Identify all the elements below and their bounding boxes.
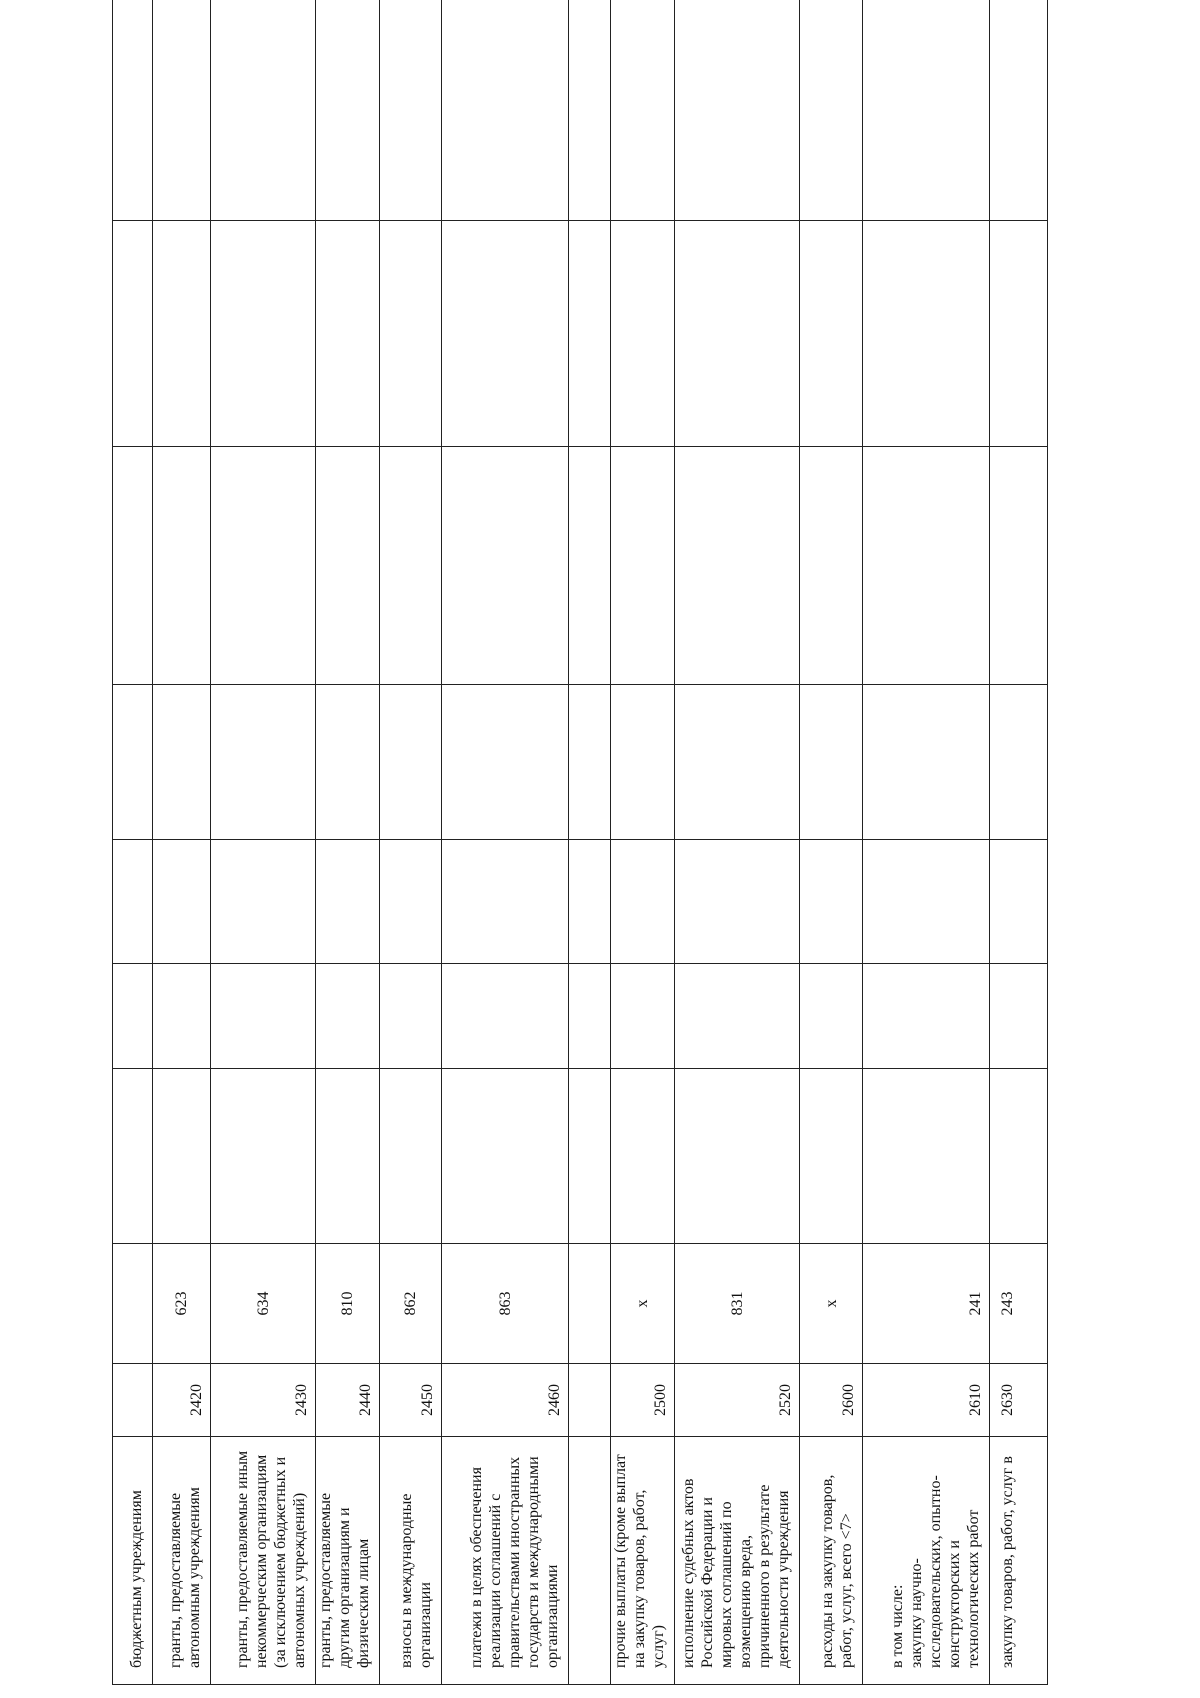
- table-row: [569, 0, 611, 1685]
- table-body: [113, 0, 1048, 1685]
- value-cell: [113, 447, 153, 685]
- row-name-cell: [675, 1437, 800, 1685]
- row-code-cell: [569, 1364, 611, 1437]
- value-cell: [569, 840, 611, 964]
- row-kosgu-cell: [863, 1244, 990, 1364]
- value-cell: [800, 0, 863, 221]
- value-cell: [442, 964, 569, 1069]
- value-cell: [153, 964, 211, 1069]
- value-cell: [569, 0, 611, 221]
- value-cell: [380, 840, 442, 964]
- value-cell: [611, 0, 675, 221]
- value-cell: [800, 685, 863, 840]
- value-cell: [153, 221, 211, 447]
- value-cell: [611, 840, 675, 964]
- value-cell: [316, 964, 380, 1069]
- value-cell: [153, 685, 211, 840]
- row-code: 2630: [999, 1384, 1016, 1416]
- value-cell: [569, 447, 611, 685]
- row-name: платежи в целях обеспечения реализации соглашений с правительствами иностранных государств и международными организациями: [468, 1456, 561, 1668]
- row-name: расходы на закупку товаров, работ, услуг, всего <7>: [819, 1474, 855, 1668]
- row-kosgu-cell: [675, 1244, 800, 1364]
- row-kosgu: 634: [254, 1291, 272, 1316]
- value-cell: [442, 0, 569, 221]
- value-cell: [380, 1069, 442, 1244]
- row-kosgu: 863: [496, 1291, 514, 1316]
- row-name-cell: [990, 1437, 1048, 1685]
- row-code: 2600: [840, 1384, 857, 1416]
- value-cell: [569, 221, 611, 447]
- value-cell: [569, 1069, 611, 1244]
- value-cell: [800, 964, 863, 1069]
- row-code-cell: [153, 1364, 211, 1437]
- value-cell: [863, 840, 990, 964]
- row-kosgu-cell: [153, 1244, 211, 1364]
- table-row: [113, 0, 153, 1685]
- row-name: гранты, предоставляемые автономным учреждениям: [167, 1487, 203, 1668]
- value-cell: [113, 964, 153, 1069]
- value-cell: [442, 840, 569, 964]
- row-name-cell: [442, 1437, 569, 1685]
- value-cell: [442, 221, 569, 447]
- value-cell: [380, 447, 442, 685]
- table-row: [211, 0, 316, 1685]
- row-kosgu-cell: [800, 1244, 863, 1364]
- row-name: прочие выплаты (кроме выплат на закупку товаров, работ, услуг): [612, 1454, 667, 1668]
- table-row: [442, 0, 569, 1685]
- row-name: гранты, предоставляемые другим организациям и физическим лицам: [317, 1492, 372, 1668]
- row-code: 2450: [419, 1384, 436, 1416]
- row-code: 2440: [357, 1384, 374, 1416]
- value-cell: [990, 221, 1048, 447]
- value-cell: [153, 1069, 211, 1244]
- value-cell: [316, 840, 380, 964]
- value-cell: [380, 221, 442, 447]
- table-row: [990, 0, 1048, 1685]
- value-cell: [153, 840, 211, 964]
- row-kosgu: 623: [173, 1291, 190, 1316]
- row-kosgu-cell: [611, 1244, 675, 1364]
- value-cell: [380, 0, 442, 221]
- value-cell: [380, 685, 442, 840]
- row-kosgu-cell: [316, 1244, 380, 1364]
- row-name-cell: [569, 1437, 611, 1685]
- row-kosgu: 831: [728, 1291, 746, 1316]
- value-cell: [113, 1069, 153, 1244]
- value-cell: [211, 964, 316, 1069]
- row-name-cell: [153, 1437, 211, 1685]
- row-code-cell: [675, 1364, 800, 1437]
- row-name: закупку товаров, работ, услуг в: [999, 1456, 1016, 1668]
- value-cell: [863, 1069, 990, 1244]
- row-code-cell: [442, 1364, 569, 1437]
- value-cell: [990, 0, 1048, 221]
- table-row: [675, 0, 800, 1685]
- row-name: исполнение судебных актов Российской Федерации и мировых соглашений по возмещению вреда, причиненного в результате деятельности учреждения: [680, 1478, 792, 1668]
- value-cell: [611, 447, 675, 685]
- table-row: [800, 0, 863, 1685]
- value-cell: [316, 221, 380, 447]
- value-cell: [113, 0, 153, 221]
- value-cell: [113, 840, 153, 964]
- value-cell: [211, 685, 316, 840]
- row-code: 2610: [967, 1384, 984, 1416]
- row-code-cell: [113, 1364, 153, 1437]
- value-cell: [611, 964, 675, 1069]
- value-cell: [316, 0, 380, 221]
- value-cell: [990, 840, 1048, 964]
- value-cell: [800, 840, 863, 964]
- value-cell: [380, 964, 442, 1069]
- value-cell: [211, 840, 316, 964]
- row-kosgu: x: [822, 1299, 840, 1308]
- table-row: [316, 0, 380, 1685]
- value-cell: [611, 221, 675, 447]
- row-code-cell: [863, 1364, 990, 1437]
- value-cell: [675, 840, 800, 964]
- row-name-cell: [113, 1437, 153, 1685]
- value-cell: [211, 0, 316, 221]
- value-cell: [863, 221, 990, 447]
- value-cell: [569, 685, 611, 840]
- row-name-cell: [863, 1437, 990, 1685]
- value-cell: [153, 447, 211, 685]
- row-name-cell: [211, 1437, 316, 1685]
- row-name-cell: [316, 1437, 380, 1685]
- value-cell: [675, 0, 800, 221]
- value-cell: [800, 221, 863, 447]
- table-row: [863, 0, 990, 1685]
- row-code: 2420: [188, 1384, 205, 1416]
- value-cell: [990, 685, 1048, 840]
- value-cell: [442, 447, 569, 685]
- value-cell: [675, 1069, 800, 1244]
- row-code: 2430: [293, 1384, 310, 1416]
- value-cell: [990, 1069, 1048, 1244]
- row-kosgu: 810: [339, 1291, 356, 1316]
- value-cell: [863, 0, 990, 221]
- value-cell: [863, 685, 990, 840]
- value-cell: [990, 964, 1048, 1069]
- value-cell: [153, 0, 211, 221]
- value-cell: [316, 1069, 380, 1244]
- value-cell: [990, 447, 1048, 685]
- row-kosgu-cell: [990, 1244, 1048, 1364]
- row-kosgu: 241: [967, 1291, 984, 1316]
- row-kosgu-cell: [380, 1244, 442, 1364]
- row-kosgu-cell: [442, 1244, 569, 1364]
- row-name-cell: [380, 1437, 442, 1685]
- row-code-cell: [211, 1364, 316, 1437]
- table-row: [153, 0, 211, 1685]
- row-kosgu: 243: [999, 1291, 1016, 1316]
- value-cell: [863, 447, 990, 685]
- row-kosgu-cell: [113, 1244, 153, 1364]
- row-code: 2500: [652, 1384, 669, 1416]
- row-code-cell: [611, 1364, 675, 1437]
- row-kosgu: x: [634, 1299, 651, 1308]
- value-cell: [611, 1069, 675, 1244]
- value-cell: [800, 1069, 863, 1244]
- row-name: бюджетным учреждениям: [128, 1490, 145, 1668]
- value-cell: [675, 221, 800, 447]
- row-code-cell: [800, 1364, 863, 1437]
- value-cell: [316, 685, 380, 840]
- value-cell: [675, 447, 800, 685]
- rotated-page: [112, 65, 1042, 1685]
- row-name: гранты, предоставляемые иным некоммерческим организациям (за исключением бюджетных и автономных учреждений): [234, 1450, 308, 1668]
- row-name-cell: [611, 1437, 675, 1685]
- row-kosgu-cell: [211, 1244, 316, 1364]
- table-row: [380, 0, 442, 1685]
- financial-plan-table: [112, 0, 1048, 1685]
- row-code-cell: [380, 1364, 442, 1437]
- row-code: 2460: [546, 1384, 563, 1416]
- value-cell: [569, 964, 611, 1069]
- row-name: в том числе: закупку научно-исследовательских, опытно-конструкторских и технологических работ: [889, 1475, 982, 1668]
- table-row: [611, 0, 675, 1685]
- value-cell: [211, 447, 316, 685]
- value-cell: [316, 447, 380, 685]
- value-cell: [113, 685, 153, 840]
- value-cell: [675, 964, 800, 1069]
- row-name: взносы в международные организации: [398, 1493, 434, 1668]
- value-cell: [863, 964, 990, 1069]
- row-name-cell: [800, 1437, 863, 1685]
- row-kosgu-cell: [569, 1244, 611, 1364]
- row-code: 2520: [777, 1384, 794, 1416]
- value-cell: [211, 1069, 316, 1244]
- value-cell: [113, 221, 153, 447]
- value-cell: [442, 685, 569, 840]
- row-kosgu: 862: [402, 1291, 419, 1316]
- value-cell: [211, 221, 316, 447]
- value-cell: [442, 1069, 569, 1244]
- value-cell: [611, 685, 675, 840]
- value-cell: [675, 685, 800, 840]
- row-code-cell: [316, 1364, 380, 1437]
- value-cell: [800, 447, 863, 685]
- row-code-cell: [990, 1364, 1048, 1437]
